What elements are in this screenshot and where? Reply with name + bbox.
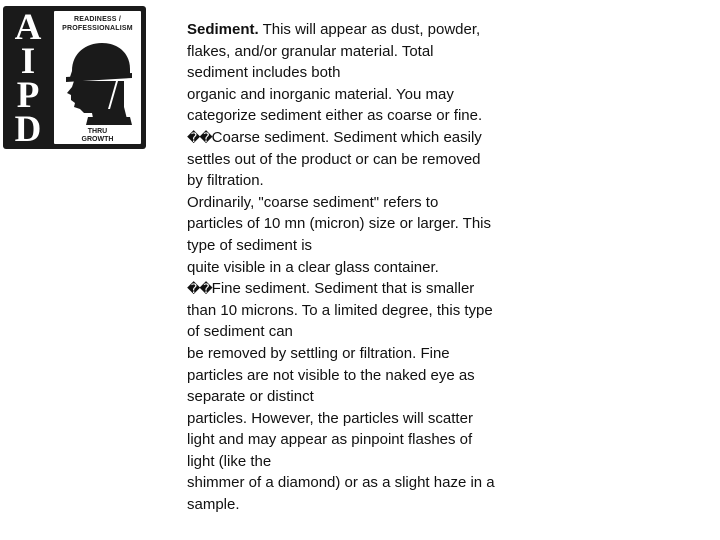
aipd-logo <box>3 6 146 149</box>
logo-letter-a: A <box>14 7 42 48</box>
text-line: type of sediment is <box>187 236 313 254</box>
logo-letters <box>6 7 50 150</box>
logo-top-text-line1: READINESS / <box>74 16 121 23</box>
text-line: organic and inorganic material. You may <box>187 85 454 103</box>
text-line: light and may appear as pinpoint flashes of <box>187 431 473 449</box>
body-text <box>187 19 532 516</box>
logo-letter-d: D <box>14 109 42 150</box>
text-line: sample. <box>187 496 240 514</box>
logo-bottom-text-line2: GROWTH <box>81 136 114 143</box>
text-line: separate or distinct <box>187 388 314 406</box>
text-line: particles are not visible to the naked eye as <box>187 366 475 384</box>
sediment-heading: Sediment. <box>187 21 259 38</box>
logo-panel <box>52 9 143 146</box>
text-line: categorize sediment either as coarse or fine. <box>187 107 483 125</box>
logo-letter-p: P <box>16 75 40 116</box>
text-segment: This will appear as dust, powder, <box>258 21 481 38</box>
text-line: Ordinarily, "coarse sediment" refers to <box>187 193 439 211</box>
text-line: be removed by settling or filtration. Fine <box>187 344 450 362</box>
logo-bottom-text-line1: THRU <box>87 128 108 135</box>
logo-top-text-line2: PROFESSIONALISM <box>62 25 133 32</box>
logo-letter-i: I <box>20 41 36 82</box>
bullet-glyph: �� <box>187 130 212 146</box>
text-line: particles. However, the particles will scatter <box>187 409 473 427</box>
text-segment: Fine sediment. Sediment that is smaller <box>211 280 475 298</box>
text-line <box>187 19 532 41</box>
logo-bottom-text <box>54 128 141 144</box>
text-line: than 10 microns. To a limited degree, this type <box>187 301 493 319</box>
text-line: quite visible in a clear glass container. <box>187 258 439 276</box>
text-line: shimmer of a diamond) or as a slight haze in a <box>187 474 495 492</box>
text-line: settles out of the product or can be removed <box>187 150 481 168</box>
logo-top-text <box>54 15 141 33</box>
text-line: flakes, and/or granular material. Total <box>187 42 434 60</box>
bullet-glyph: �� <box>187 282 212 298</box>
text-line: sediment includes both <box>187 64 341 82</box>
text-line: of sediment can <box>187 323 293 341</box>
text-segment: Coarse sediment. Sediment which easily <box>211 128 482 146</box>
text-line <box>187 127 532 149</box>
text-line: by filtration. <box>187 172 264 190</box>
text-line: light (like the <box>187 452 272 470</box>
text-line <box>187 278 532 300</box>
text-line: particles of 10 mn (micron) size or larger. This <box>187 215 491 233</box>
soldier-silhouette-icon <box>58 37 137 125</box>
